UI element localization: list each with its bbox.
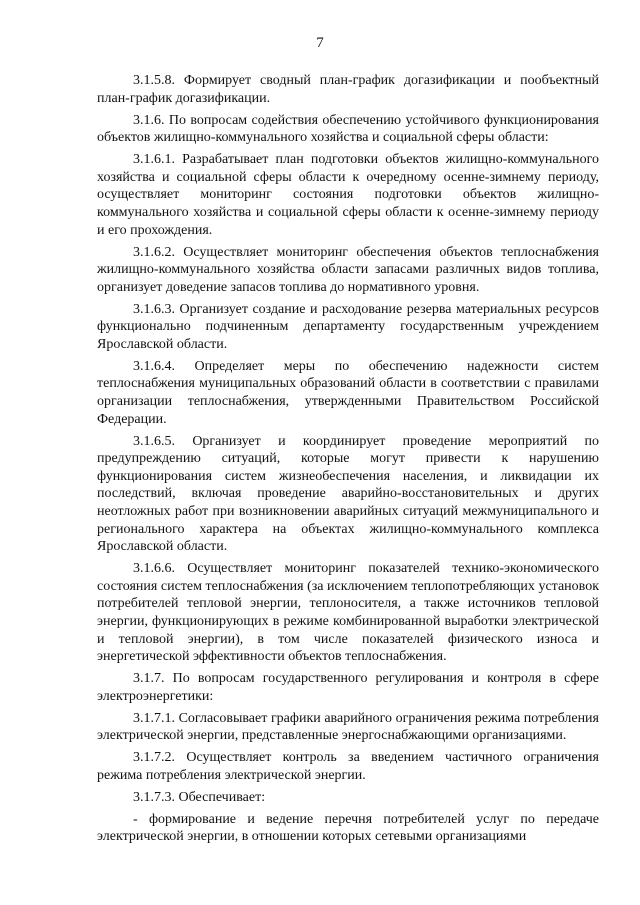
paragraph-3-1-7-1: 3.1.7.1. Согласовывает графики аварийного ограничения режима потребления электрической энергии, представленные энергоснабжающими организациями. [97,710,599,744]
paragraph-3-1-6-4: 3.1.6.4. Определяет меры по обеспечению надежности систем теплоснабжения муниципальных образований области в соответствии с правилами организации теплоснабжения, утвержденными Правительством Российской Федерации. [97,358,599,427]
document-body [97,72,599,850]
paragraph-3-1-7-2: 3.1.7.2. Осуществляет контроль за введением частичного ограничения режима потребления электрической энергии. [97,750,599,783]
paragraph-3-1-6-2: 3.1.6.2. Осуществляет мониторинг обеспечения объектов теплоснабжения жилищно-коммунального хозяйства области запасами различных видов топлива, организует доведение запасов топлива до нормативного уровня. [97,244,599,295]
paragraph-3-1-6: 3.1.6. По вопросам содействия обеспечению устойчивого функционирования объектов жилищно-коммунального хозяйства и социальной сферы области: [97,112,599,146]
paragraph-3-1-6-1: 3.1.6.1. Разрабатывает план подготовки объектов жилищно-коммунального хозяйства и социальной сферы области к очередному осенне-зимнему периоду, осуществляет мониторинг состояния подготовки объектов жилищно-коммунального хозяйства и социальной сферы области к осенне-зимнему периоду и его прохождения. [97,152,599,238]
paragraph-3-1-6-5: 3.1.6.5. Организует и координирует проведение мероприятий по предупреждению ситуаций, которые могут привести к нарушению функционирования систем жизнеобеспечения населения, и ликвидации их последствий, включая проведение аварийно-восстановительных и других неотложных работ при возникновении аварийных ситуаций межмуниципального и регионального характера на объектах жилищно-коммунального комплекса Ярославской области. [97,433,599,555]
paragraph-3-1-6-6: 3.1.6.6. Осуществляет мониторинг показателей технико-экономического состояния систем теплоснабжения (за исключением теплопотребляющих установок потребителей тепловой энергии, теплоносителя, а также источников тепловой энергии, функционирующих в режиме комбинированной выработки электрической и тепловой энергии), в том числе показателей физического износа и энергетической эффективности объектов теплоснабжения. [97,561,599,665]
paragraph-3-1-7: 3.1.7. По вопросам государственного регулирования и контроля в сфере электроэнергетики: [97,671,599,704]
paragraph-3-1-5-8: 3.1.5.8. Формирует сводный план-график догазификации и пообъектный план-график догазификации. [97,73,599,106]
paragraph-3-1-6-3: 3.1.6.3. Организует создание и расходование резерва материальных ресурсов функционально подчиненным департаменту государственным учреждением Ярославской области. [97,301,599,352]
page-number: 7 [316,35,324,51]
paragraph-list-item: - формирование и ведение перечня потребителей услуг по передаче электрической энергии, в отношении которых сетевыми организациями [97,811,599,845]
paragraph-3-1-7-3: 3.1.7.3. Обеспечивает: [133,789,266,805]
